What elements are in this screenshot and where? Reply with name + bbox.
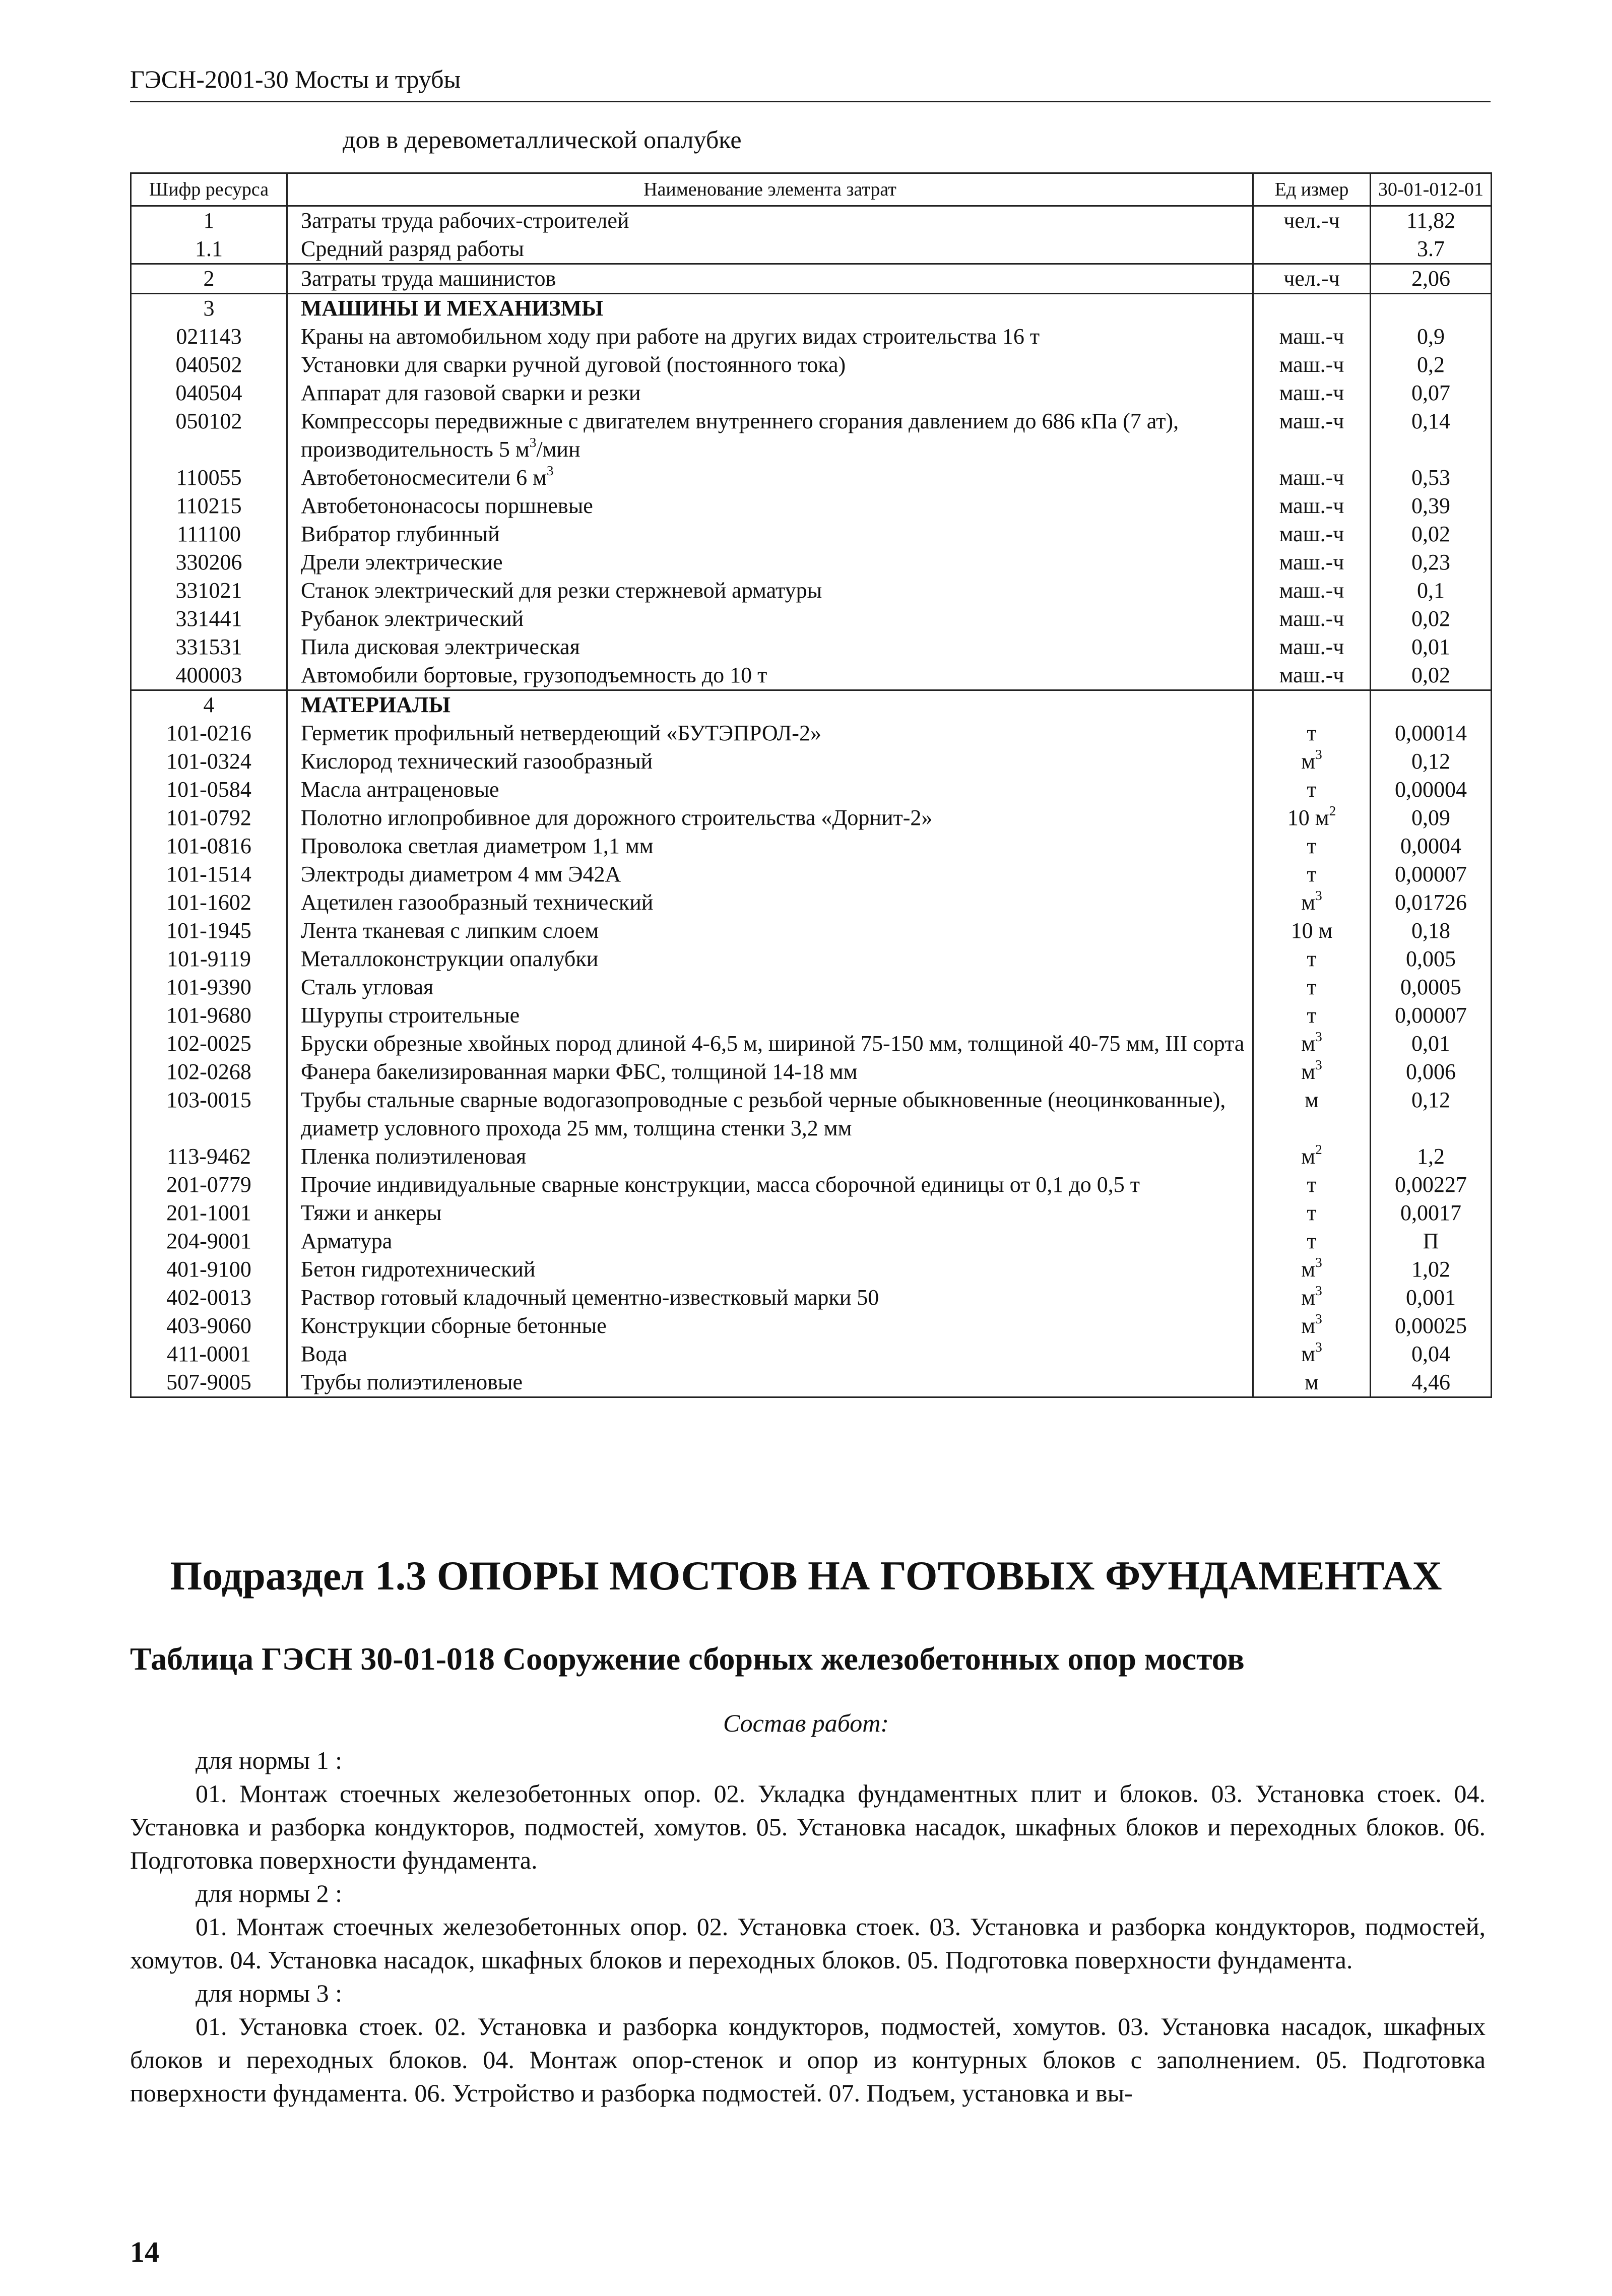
cell-value: 11,82 xyxy=(1371,206,1492,235)
works-heading: Состав работ: xyxy=(723,1709,889,1737)
cell-name: Пленка полиэтиленовая xyxy=(287,1142,1253,1171)
table-header-row xyxy=(131,173,1492,206)
cell-code: 4 xyxy=(131,690,287,720)
norm-label: для нормы 1 : xyxy=(196,1746,343,1774)
header-value: 30-01-012-01 xyxy=(1371,173,1492,206)
cell-name: Краны на автомобильном ходу при работе на других видах строительства 16 т xyxy=(287,323,1253,351)
cell-value: 1,02 xyxy=(1371,1255,1492,1284)
cell-code: 101-9680 xyxy=(131,1001,287,1030)
table-row xyxy=(131,605,1492,633)
cell-unit: 10 $м^2$ xyxy=(1253,804,1371,832)
table-row xyxy=(131,464,1492,492)
cell-value: 0,9 xyxy=(1371,323,1492,351)
cell-value: 0,00025 xyxy=(1371,1312,1492,1340)
cell-value: 0,23 xyxy=(1371,548,1492,577)
cell-value: 0,04 xyxy=(1371,1340,1492,1368)
cell-code: 204-9001 xyxy=(131,1227,287,1255)
cell-name: Компрессоры передвижные с двигателем внутреннего сгорания давлением до 686 кПа (7 ат), производительность 5 $м^3$/мин xyxy=(287,407,1253,464)
cell-unit: т xyxy=(1253,973,1371,1001)
cell-code: 101-0816 xyxy=(131,832,287,860)
table-row xyxy=(131,1340,1492,1368)
cell-unit xyxy=(1253,235,1371,264)
cell-unit: маш.-ч xyxy=(1253,492,1371,520)
cell-value xyxy=(1371,294,1492,323)
cell-code: 400003 xyxy=(131,661,287,690)
norm-works-text: 01. Монтаж стоечных железобетонных опор. 02. Установка стоек. 03. Установка и разборка кондукторов, подмостей, хомутов. 04. Установка насадок, шкафных блоков и переходных блоков. 05. Подготовка поверхности фундамента. xyxy=(130,1912,1486,1974)
cell-code: 331021 xyxy=(131,577,287,605)
table-row xyxy=(131,264,1492,294)
cell-code: 201-1001 xyxy=(131,1199,287,1227)
norm-works-text: 01. Установка стоек. 02. Установка и разборка кондукторов, подмостей, хомутов. 03. Установка насадок, шкафных блоков и переходных блоков. 04. Монтаж опор-стенок и опор из контурных блоков с заполнением. 05. Подготовка поверхности фундамента. 06. Устройство и разборка подмостей. 07. Подъем, установка и вы- xyxy=(130,2012,1486,2107)
cell-unit: т xyxy=(1253,1199,1371,1227)
cell-code: 201-0779 xyxy=(131,1171,287,1199)
table-row xyxy=(131,1199,1492,1227)
table-row xyxy=(131,1255,1492,1284)
table-row xyxy=(131,973,1492,1001)
cell-name: Конструкции сборные бетонные xyxy=(287,1312,1253,1340)
table-row xyxy=(131,235,1492,264)
table-caption: дов в деревометаллической опалубке xyxy=(343,125,742,154)
table-row xyxy=(131,945,1492,973)
cell-name: Станок электрический для резки стержневой арматуры xyxy=(287,577,1253,605)
cell-name: Тяжи и анкеры xyxy=(287,1199,1253,1227)
table-title: Таблица ГЭСН 30-01-018 Сооружение сборных железобетонных опор мостов xyxy=(130,1641,1245,1677)
table-row xyxy=(131,719,1492,747)
cell-code: 1 xyxy=(131,206,287,235)
cell-name: Средний разряд работы xyxy=(287,235,1253,264)
table-row xyxy=(131,577,1492,605)
cell-value xyxy=(1371,690,1492,720)
cell-unit: т xyxy=(1253,832,1371,860)
table-body xyxy=(131,206,1492,1397)
header-rule xyxy=(130,101,1491,102)
cell-value: 0,00007 xyxy=(1371,860,1492,888)
cell-value: 0,0004 xyxy=(1371,832,1492,860)
cell-code: 402-0013 xyxy=(131,1284,287,1312)
cell-name: Бетон гидротехнический xyxy=(287,1255,1253,1284)
table-row xyxy=(131,206,1492,235)
cell-code: 110215 xyxy=(131,492,287,520)
cell-unit: $м^2$ xyxy=(1253,1142,1371,1171)
table-row xyxy=(131,776,1492,804)
table-row xyxy=(131,1001,1492,1030)
cell-unit: маш.-ч xyxy=(1253,520,1371,548)
works-list xyxy=(130,1744,1486,2110)
cell-name: Арматура xyxy=(287,1227,1253,1255)
cell-name: Прочие индивидуальные сварные конструкции, масса сборочной единицы от 0,1 до 0,5 т xyxy=(287,1171,1253,1199)
cell-value: 0,09 xyxy=(1371,804,1492,832)
cell-name: Трубы стальные сварные водогазопроводные с резьбой черные обыкновенные (неоцинкованные), диаметр условного прохода 25 мм, толщина стенки 3,2 мм xyxy=(287,1086,1253,1142)
table-row xyxy=(131,379,1492,407)
cell-value: 0,12 xyxy=(1371,747,1492,776)
table-row xyxy=(131,492,1492,520)
table-row xyxy=(131,1227,1492,1255)
cell-value: 0,01726 xyxy=(1371,888,1492,917)
cell-name: Ацетилен газообразный технический xyxy=(287,888,1253,917)
cell-unit: маш.-ч xyxy=(1253,351,1371,379)
table-row xyxy=(131,1312,1492,1340)
cell-code: 102-0025 xyxy=(131,1030,287,1058)
cell-value: 0,00227 xyxy=(1371,1171,1492,1199)
cell-code: 110055 xyxy=(131,464,287,492)
cell-unit: маш.-ч xyxy=(1253,323,1371,351)
cell-code: 101-0584 xyxy=(131,776,287,804)
table-row xyxy=(131,661,1492,690)
cell-value: 0,02 xyxy=(1371,661,1492,690)
cell-name: Шурупы строительные xyxy=(287,1001,1253,1030)
norm-works-text: 01. Монтаж стоечных железобетонных опор. 02. Укладка фундаментных плит и блоков. 03. Установка стоек. 04. Установка и разборка кондукторов, подмостей, хомутов. 05. Установка насадок, шкафных блоков и переходных блоков. 06. Подготовка поверхности фундамента. xyxy=(130,1779,1486,1874)
cell-unit: чел.-ч xyxy=(1253,206,1371,235)
cell-unit: маш.-ч xyxy=(1253,379,1371,407)
cell-value: 0,18 xyxy=(1371,917,1492,945)
table-row xyxy=(131,1171,1492,1199)
cell-code: 101-0324 xyxy=(131,747,287,776)
cell-code: 1.1 xyxy=(131,235,287,264)
cell-value: 1,2 xyxy=(1371,1142,1492,1171)
cell-code: 050102 xyxy=(131,407,287,464)
table-row xyxy=(131,351,1492,379)
cell-value: 0,12 xyxy=(1371,1086,1492,1142)
cell-unit: м xyxy=(1253,1368,1371,1397)
cell-code: 101-1602 xyxy=(131,888,287,917)
cell-name: Аппарат для газовой сварки и резки xyxy=(287,379,1253,407)
cell-value: 2,06 xyxy=(1371,264,1492,294)
cell-unit: $м^3$ xyxy=(1253,1340,1371,1368)
cell-name: Металлоконструкции опалубки xyxy=(287,945,1253,973)
cell-unit: $м^3$ xyxy=(1253,1255,1371,1284)
cell-unit: $м^3$ xyxy=(1253,888,1371,917)
cell-unit: 10 м xyxy=(1253,917,1371,945)
cell-code: 2 xyxy=(131,264,287,294)
cell-unit: м xyxy=(1253,1086,1371,1142)
table-row xyxy=(131,1086,1492,1142)
table-row xyxy=(131,548,1492,577)
cell-unit: т xyxy=(1253,719,1371,747)
header-unit: Ед измер xyxy=(1253,173,1371,206)
cell-name: Автобетоносмесители 6 $м^3$ xyxy=(287,464,1253,492)
cell-name: Затраты труда машинистов xyxy=(287,264,1253,294)
cell-code: 113-9462 xyxy=(131,1142,287,1171)
cell-unit: т xyxy=(1253,1171,1371,1199)
cell-name: Масла антраценовые xyxy=(287,776,1253,804)
cell-unit: т xyxy=(1253,945,1371,973)
cell-name: Сталь угловая xyxy=(287,973,1253,1001)
cell-value: 0,14 xyxy=(1371,407,1492,464)
table-row xyxy=(131,1142,1492,1171)
cell-value: 0,02 xyxy=(1371,520,1492,548)
cell-unit: маш.-ч xyxy=(1253,548,1371,577)
cell-name: Раствор готовый кладочный цементно-известковый марки 50 xyxy=(287,1284,1253,1312)
cell-value: 4,46 xyxy=(1371,1368,1492,1397)
running-header: ГЭСН-2001-30 Мосты и трубы xyxy=(130,65,461,93)
cell-name: МАШИНЫ И МЕХАНИЗМЫ xyxy=(287,294,1253,323)
cell-code: 103-0015 xyxy=(131,1086,287,1142)
table-row xyxy=(131,860,1492,888)
section-row xyxy=(131,690,1492,720)
cell-value: 0,07 xyxy=(1371,379,1492,407)
cell-value: 3.7 xyxy=(1371,235,1492,264)
norm-label: для нормы 3 : xyxy=(196,1979,343,2007)
table-row xyxy=(131,888,1492,917)
table-row xyxy=(131,747,1492,776)
cell-code: 101-1945 xyxy=(131,917,287,945)
table-row xyxy=(131,407,1492,464)
cell-unit: $м^3$ xyxy=(1253,1058,1371,1086)
cell-unit: маш.-ч xyxy=(1253,605,1371,633)
subsection-title: Подраздел 1.3 ОПОРЫ МОСТОВ НА ГОТОВЫХ ФУНДАМЕНТАХ xyxy=(170,1553,1442,1599)
cell-code: 331441 xyxy=(131,605,287,633)
cell-code: 111100 xyxy=(131,520,287,548)
cell-value: 0,01 xyxy=(1371,633,1492,661)
cell-name: Автомобили бортовые, грузоподъемность до 10 т xyxy=(287,661,1253,690)
cell-value: П xyxy=(1371,1227,1492,1255)
cell-unit: $м^3$ xyxy=(1253,747,1371,776)
cell-unit: $м^3$ xyxy=(1253,1284,1371,1312)
cell-code: 403-9060 xyxy=(131,1312,287,1340)
cell-code: 102-0268 xyxy=(131,1058,287,1086)
cell-name: Электроды диаметром 4 мм Э42А xyxy=(287,860,1253,888)
table-row xyxy=(131,520,1492,548)
cell-name: Рубанок электрический xyxy=(287,605,1253,633)
cell-code: 101-0792 xyxy=(131,804,287,832)
cell-name: Установки для сварки ручной дуговой (постоянного тока) xyxy=(287,351,1253,379)
cell-unit: т xyxy=(1253,860,1371,888)
cell-code: 101-9390 xyxy=(131,973,287,1001)
table-row xyxy=(131,1030,1492,1058)
cell-name: Лента тканевая с липким слоем xyxy=(287,917,1253,945)
cell-name: МАТЕРИАЛЫ xyxy=(287,690,1253,720)
cell-code: 331531 xyxy=(131,633,287,661)
cell-unit: маш.-ч xyxy=(1253,661,1371,690)
table-row xyxy=(131,1058,1492,1086)
table-row xyxy=(131,323,1492,351)
cell-unit: маш.-ч xyxy=(1253,407,1371,464)
cell-value: 0,00007 xyxy=(1371,1001,1492,1030)
norm-label: для нормы 2 : xyxy=(196,1879,343,1907)
cell-code: 101-9119 xyxy=(131,945,287,973)
cell-value: 0,39 xyxy=(1371,492,1492,520)
cell-code: 021143 xyxy=(131,323,287,351)
cell-value: 0,0017 xyxy=(1371,1199,1492,1227)
cell-value: 0,53 xyxy=(1371,464,1492,492)
cell-code: 040504 xyxy=(131,379,287,407)
cell-unit: $м^3$ xyxy=(1253,1030,1371,1058)
header-name: Наименование элемента затрат xyxy=(287,173,1253,206)
cell-value: 0,2 xyxy=(1371,351,1492,379)
cell-code: 507-9005 xyxy=(131,1368,287,1397)
cell-code: 330206 xyxy=(131,548,287,577)
table-row xyxy=(131,832,1492,860)
cell-value: 0,006 xyxy=(1371,1058,1492,1086)
cell-name: Вибратор глубинный xyxy=(287,520,1253,548)
cell-name: Полотно иглопробивное для дорожного строительства «Дорнит-2» xyxy=(287,804,1253,832)
cell-code: 040502 xyxy=(131,351,287,379)
cell-name: Трубы полиэтиленовые xyxy=(287,1368,1253,1397)
cell-unit: т xyxy=(1253,776,1371,804)
cell-name: Бруски обрезные хвойных пород длиной 4-6,5 м, шириной 75-150 мм, толщиной 40-75 мм, III сорта xyxy=(287,1030,1253,1058)
cell-name: Дрели электрические xyxy=(287,548,1253,577)
cell-unit: $м^3$ xyxy=(1253,1312,1371,1340)
cell-code: 3 xyxy=(131,294,287,323)
cell-name: Пила дисковая электрическая xyxy=(287,633,1253,661)
resource-table xyxy=(130,172,1492,1398)
cell-code: 411-0001 xyxy=(131,1340,287,1368)
table-row xyxy=(131,804,1492,832)
cell-code: 101-1514 xyxy=(131,860,287,888)
cell-value: 0,1 xyxy=(1371,577,1492,605)
cell-name: Вода xyxy=(287,1340,1253,1368)
cell-unit: т xyxy=(1253,1227,1371,1255)
page-number: 14 xyxy=(130,2236,159,2268)
cell-unit: маш.-ч xyxy=(1253,633,1371,661)
cell-value: 0,02 xyxy=(1371,605,1492,633)
cell-value: 0,00004 xyxy=(1371,776,1492,804)
cell-name: Затраты труда рабочих-строителей xyxy=(287,206,1253,235)
cell-value: 0,01 xyxy=(1371,1030,1492,1058)
table-row xyxy=(131,1368,1492,1397)
cell-name: Фанера бакелизированная марки ФБС, толщиной 14-18 мм xyxy=(287,1058,1253,1086)
cell-value: 0,0005 xyxy=(1371,973,1492,1001)
cell-code: 101-0216 xyxy=(131,719,287,747)
cell-value: 0,005 xyxy=(1371,945,1492,973)
cell-name: Проволока светлая диаметром 1,1 мм xyxy=(287,832,1253,860)
table-row xyxy=(131,633,1492,661)
cell-name: Герметик профильный нетвердеющий «БУТЭПРОЛ-2» xyxy=(287,719,1253,747)
section-row xyxy=(131,294,1492,323)
table-row xyxy=(131,1284,1492,1312)
cell-code: 401-9100 xyxy=(131,1255,287,1284)
cell-unit: чел.-ч xyxy=(1253,264,1371,294)
cell-unit: маш.-ч xyxy=(1253,464,1371,492)
cell-name: Кислород технический газообразный xyxy=(287,747,1253,776)
table-row xyxy=(131,917,1492,945)
cell-unit xyxy=(1253,294,1371,323)
header-code: Шифр ресурса xyxy=(131,173,287,206)
cell-value: 0,00014 xyxy=(1371,719,1492,747)
cell-unit xyxy=(1253,690,1371,720)
cell-unit: маш.-ч xyxy=(1253,577,1371,605)
cell-name: Автобетононасосы поршневые xyxy=(287,492,1253,520)
cell-unit: т xyxy=(1253,1001,1371,1030)
cell-value: 0,001 xyxy=(1371,1284,1492,1312)
